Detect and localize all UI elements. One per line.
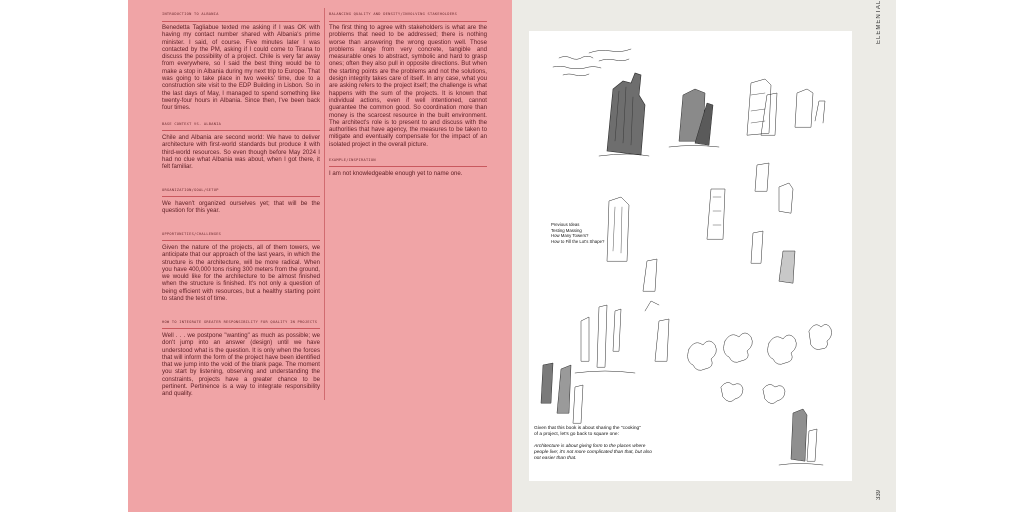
section-body: Benedetta Tagliabue texted me asking if I was OK with having my contact number shared with Albania's prime minister. I said, of course. Five minutes later I was contacted by the PM, asking if I could come to Tirana to discuss the possibility of a project. Chile is very far away from everywhere, so I said the best thing would be to make a stop in Albania during my next trip to Europe. That was going to take place in two weeks' time, due to a construction site visit to the EDP Building in Lisbon. So in the last days of May, I managed to spend something like twenty-four hours in Albania. Since then, I've been back four times. xyxy=(162,24,320,112)
section-heading: BALANCING QUALITY AND DENSITY/INVOLVING STAKEHOLDERS xyxy=(329,12,458,16)
column-divider xyxy=(324,8,325,400)
sketch-note xyxy=(551,222,641,244)
section-body: Given the nature of the projects, all of them towers, we anticipate that our approach of the last years, in which the structure is the architecture, will be more radical. When you have 400,000 tons rising 300 meters from the ground, we would like for the architecture to be almost finished when the structure is finished. It's not only a question of being efficient with resources, but a healthy starting point to stand the test of time. xyxy=(162,244,320,303)
section-heading: EXAMPLE/INSPIRATION xyxy=(329,158,376,162)
section-body: We haven't organized ourselves yet; that will be the question for this year. xyxy=(162,200,320,215)
section-rule xyxy=(162,328,320,329)
section-heading: BASE CONTEXT VS. ALBANIA xyxy=(162,122,222,126)
caption xyxy=(534,426,684,438)
section-heading: ORGANIZATION/GOAL/SETUP xyxy=(162,188,219,192)
section-heading: INTRODUCTION TO ALBANIA xyxy=(162,12,219,16)
section-rule xyxy=(329,21,487,22)
page-number: 339 xyxy=(876,489,882,500)
section-rule xyxy=(329,166,487,167)
sketch-sheet xyxy=(529,31,852,481)
sketch-note-line: Testing Massing xyxy=(551,227,582,233)
caption-line: of a project, let's go back to square one: xyxy=(534,431,619,437)
section-heading: OPPORTUNITIES/CHALLENGES xyxy=(162,232,222,236)
running-title: ELEMENTAL xyxy=(876,0,882,44)
sketch-note-line: How Many Towers? xyxy=(551,233,589,239)
section-rule xyxy=(162,21,320,22)
caption-quote-line: people live; it's not more complicated than that, but also xyxy=(534,449,652,455)
section-rule xyxy=(162,196,320,197)
section-body: Chile and Albania are second world: We have to deliver architecture with first-world standards but produce it with third-world resources. So even though before May 2024 I had no clue what Albania was about, when I got there, it felt familiar. xyxy=(162,134,320,171)
sketch-note-line: How to Fill the Lot's Shape? xyxy=(551,238,605,244)
section-rule xyxy=(162,240,320,241)
section-body: The first thing to agree with stakeholders is what are the problems that need to be addressed; there is nothing worse than answering the wrong question well. Those problems range from very concrete, tangible and measurable ones to abstract, symbolic and hard to grasp ones; often they also pull in opposite directions. But when the starting points are the problems and not the solutions, design integrity takes care of itself. In any case, what you are asking refers to the project itself; the challenge is what happens with the sum of the projects. It is known that individual actions, even if well intentioned, cannot guarantee the common good. So coordination more than money is the scarcest resource in the built environment. The architect's role is to present to and discuss with the authorities that have agency, the measures to be taken to mitigate and eventually compensate for the impact of an isolated project in the overall picture. xyxy=(329,24,487,148)
section-body: Well . . . we postpone "wanting" as much as possible; we don't jump into an answer (design) until we have understood what is the question. It is only when the forces that will inform the form of the project have been identified that we jump into the void of the blank page. The moment you start by listening, observing and understanding the constraints, projects have a greater chance to be pertinent. Pertinence is a way to integrate responsibility and quality. xyxy=(162,332,320,398)
section-heading: HOW TO INTEGRATE GREATER RESPONSIBILITY FOR QUALITY IN PROJECTS xyxy=(162,320,318,324)
sketch-note-line: Previous Ideas xyxy=(551,222,580,227)
section-rule xyxy=(162,130,320,131)
caption-quote-line: Architecture is about giving form to the places where xyxy=(534,444,646,449)
caption-quote-line: not easier than that. xyxy=(534,455,577,461)
caption-quote xyxy=(534,444,684,461)
section-body: I am not knowledgeable enough yet to name one. xyxy=(329,170,463,177)
architectural-sketches xyxy=(529,31,852,481)
caption-line: Given that this book is about sharing the "cooking" xyxy=(534,426,641,431)
